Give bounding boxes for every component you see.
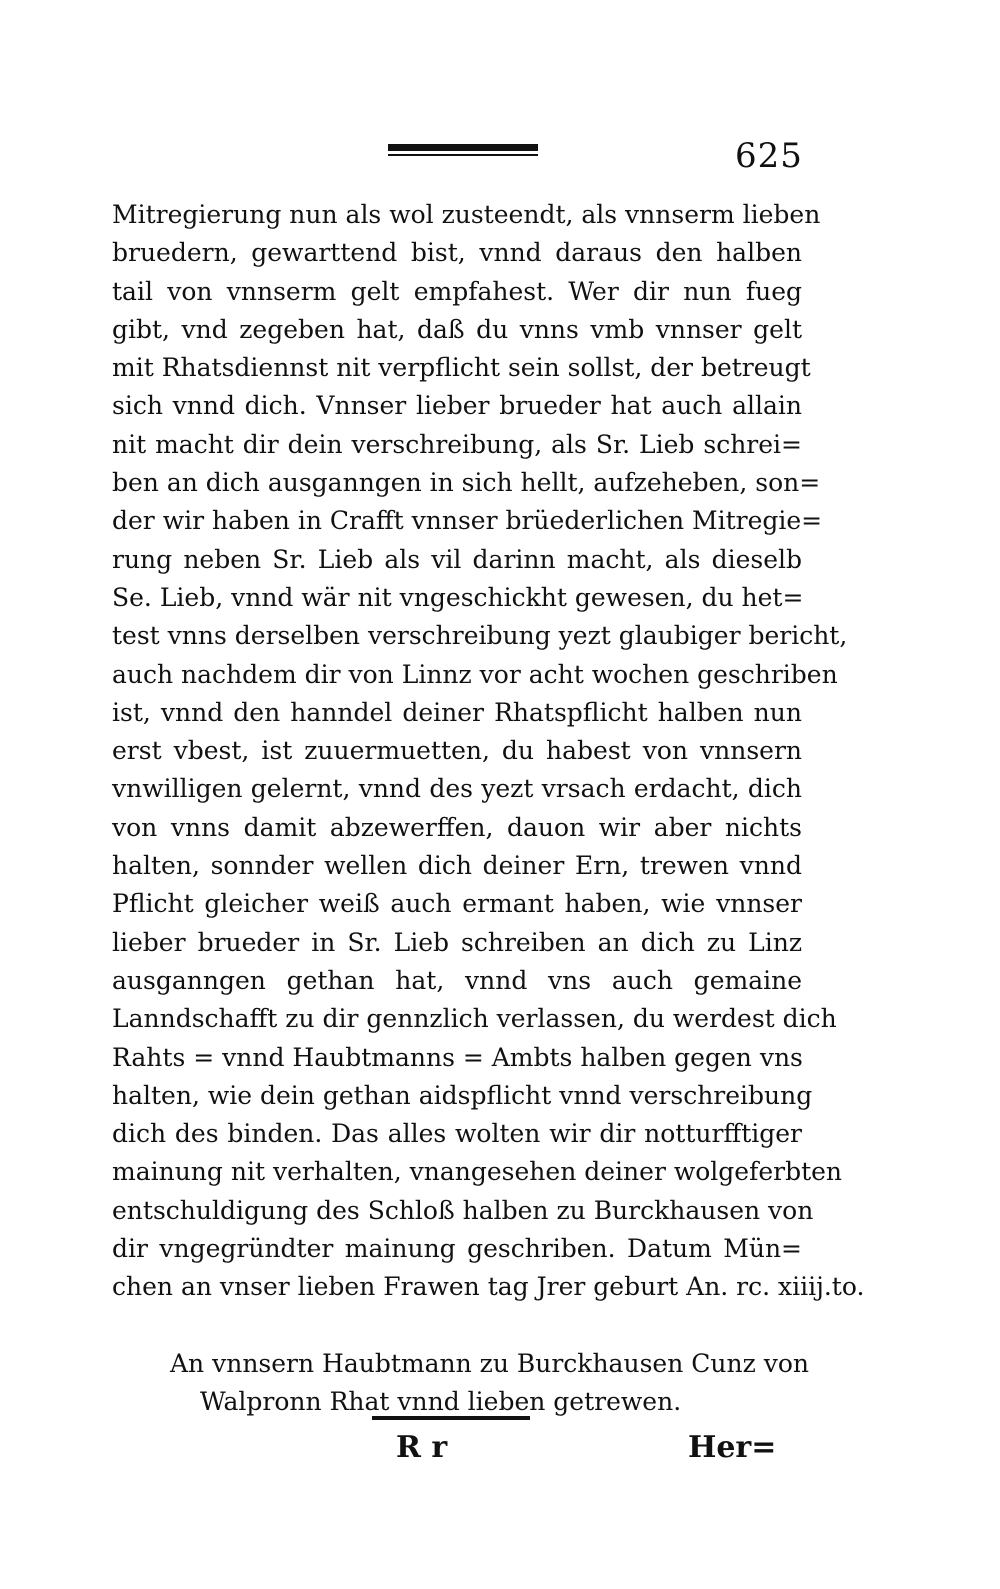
- text-line: chen an vnser lieben Frawen tag Jrer geburt An. rc. xiiij.to.: [112, 1272, 865, 1302]
- address-line: An vnnsern Haubtmann zu Burckhausen Cunz von: [170, 1349, 809, 1378]
- text-line: ben an dich ausganngen in sich hellt, aufzeheben, son=: [112, 468, 821, 498]
- text-line: ist, vnnd den hanndel deiner Rhatspflicht halben nun: [112, 697, 802, 727]
- text-line: auch nachdem dir von Linnz vor acht wochen geschriben: [112, 659, 838, 689]
- address-block: [112, 1345, 809, 1422]
- text-line: gibt, vnd zegeben hat, daß du vnns vmb vnnser gelt: [112, 314, 802, 344]
- text-line: halten, wie dein gethan aidspflicht vnnd verschreibung: [112, 1080, 813, 1110]
- text-line: Mitregierung nun als wol zusteendt, als vnnserm lieben: [112, 200, 821, 229]
- text-line: lieber brueder in Sr. Lieb schreiben an dich zu Linz: [112, 927, 802, 957]
- text-line: erst vbest, ist zuuermuetten, du habest von vnnsern: [112, 736, 802, 766]
- text-line: halten, sonnder wellen dich deiner Ern, trewen vnnd: [112, 851, 802, 881]
- body-text: [112, 196, 865, 1307]
- text-line: Lanndschafft zu dir gennzlich verlassen, du werdest dich: [112, 1004, 837, 1034]
- text-line: Pflicht gleicher weiß auch ermant haben, wie vnnser: [112, 889, 802, 919]
- catchword: Her=: [688, 1430, 777, 1465]
- text-line: mit Rhatsdiennst nit verpflicht sein sollst, der betreugt: [112, 353, 811, 383]
- text-line: tail von vnnserm gelt empfahest. Wer dir nun fueg: [112, 276, 802, 306]
- text-line: ausganngen gethan hat, vnnd vns auch gemaine: [112, 965, 802, 995]
- header-rule-thin: [388, 154, 538, 156]
- text-line: test vnns derselben verschreibung yezt glaubiger bericht,: [112, 621, 848, 651]
- header-double-rule: [388, 144, 538, 158]
- text-line: vnwilligen gelernt, vnnd des yezt vrsach erdacht, dich: [112, 774, 802, 804]
- text-line: bruedern, gewarttend bist, vnnd daraus den halben: [112, 238, 802, 268]
- text-line: Se. Lieb, vnnd wär nit vngeschickht gewesen, du het=: [112, 582, 804, 612]
- text-line: von vnns damit abzewerffen, dauon wir aber nichts: [112, 812, 802, 842]
- text-line: nit macht dir dein verschreibung, als Sr. Lieb schrei=: [112, 429, 802, 459]
- page-number: 625: [735, 136, 803, 176]
- signature-mark: R r: [396, 1430, 448, 1465]
- text-line: rung neben Sr. Lieb als vil darinn macht, als dieselb: [112, 544, 802, 574]
- header-rule-thick: [388, 144, 538, 151]
- text-line: dich des binden. Das alles wolten wir dir notturfftiger: [112, 1119, 802, 1149]
- text-line: dir vngegründter mainung geschriben. Datum Mün=: [112, 1234, 802, 1264]
- text-line: mainung nit verhalten, vnangesehen deiner wolgeferbten: [112, 1157, 843, 1187]
- text-line: entschuldigung des Schloß halben zu Burckhausen von: [112, 1195, 814, 1225]
- text-line: Rahts = vnnd Haubtmanns = Ambts halben gegen vns: [112, 1042, 803, 1072]
- text-line: sich vnnd dich. Vnnser lieber brueder hat auch allain: [112, 391, 802, 421]
- footer-rule: [372, 1416, 530, 1420]
- address-line: Walpronn Rhat vnnd lieben getrewen.: [200, 1387, 682, 1417]
- text-line: der wir haben in Crafft vnnser brüederlichen Mitregie=: [112, 506, 823, 536]
